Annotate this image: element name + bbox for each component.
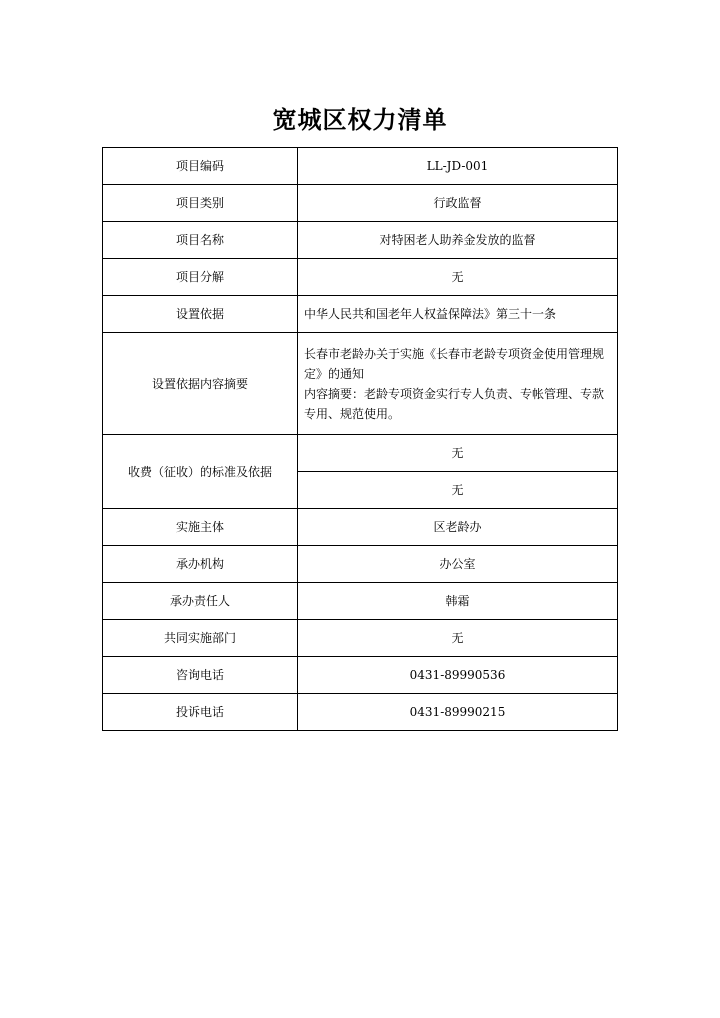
row-label: 共同实施部门: [103, 620, 298, 657]
row-label: 设置依据: [103, 296, 298, 333]
rights-table: [102, 147, 618, 731]
table-row: [103, 657, 618, 694]
summary-line: 专用、规范使用。: [304, 406, 401, 421]
row-value: 区老龄办: [298, 509, 618, 546]
row-value: 行政监督: [298, 185, 618, 222]
row-label: 承办责任人: [103, 583, 298, 620]
row-value: [298, 333, 618, 435]
row-value: 无: [298, 259, 618, 296]
row-value: 无: [298, 620, 618, 657]
table-row: [103, 259, 618, 296]
row-value: 无: [298, 435, 618, 472]
row-label: 项目类别: [103, 185, 298, 222]
table-row: [103, 296, 618, 333]
table-row: [103, 509, 618, 546]
row-value: 无: [298, 472, 618, 509]
summary-line: 定》的通知: [304, 366, 365, 381]
row-label: 收费（征收）的标准及依据: [103, 435, 298, 509]
table-row: [103, 222, 618, 259]
summary-line: 内容摘要：老龄专项资金实行专人负责、专帐管理、专款: [304, 386, 605, 401]
table-row: [103, 435, 618, 472]
summary-line: 长春市老龄办关于实施《长春市老龄专项资金使用管理规: [304, 346, 605, 361]
table-row: [103, 333, 618, 435]
page-title: 宽城区权力清单: [272, 106, 448, 134]
row-label: 实施主体: [103, 509, 298, 546]
row-label: 项目分解: [103, 259, 298, 296]
row-value: 办公室: [298, 546, 618, 583]
table-row: [103, 694, 618, 731]
row-label: 咨询电话: [103, 657, 298, 694]
row-value: 0431-89990536: [298, 657, 618, 694]
row-label: 设置依据内容摘要: [103, 333, 298, 435]
row-value: 中华人民共和国老年人权益保障法》第三十一条: [298, 296, 618, 333]
row-label: 投诉电话: [103, 694, 298, 731]
row-label: 项目编码: [103, 148, 298, 185]
table-row: [103, 148, 618, 185]
row-value: 对特困老人助养金发放的监督: [298, 222, 618, 259]
row-value: LL-JD-001: [298, 148, 618, 185]
summary-text: [304, 344, 611, 424]
table-row: [103, 185, 618, 222]
row-label: 承办机构: [103, 546, 298, 583]
table-row: [103, 620, 618, 657]
table-row: [103, 583, 618, 620]
row-value: 0431-89990215: [298, 694, 618, 731]
table-row: [103, 546, 618, 583]
row-label: 项目名称: [103, 222, 298, 259]
row-value: 韩霜: [298, 583, 618, 620]
